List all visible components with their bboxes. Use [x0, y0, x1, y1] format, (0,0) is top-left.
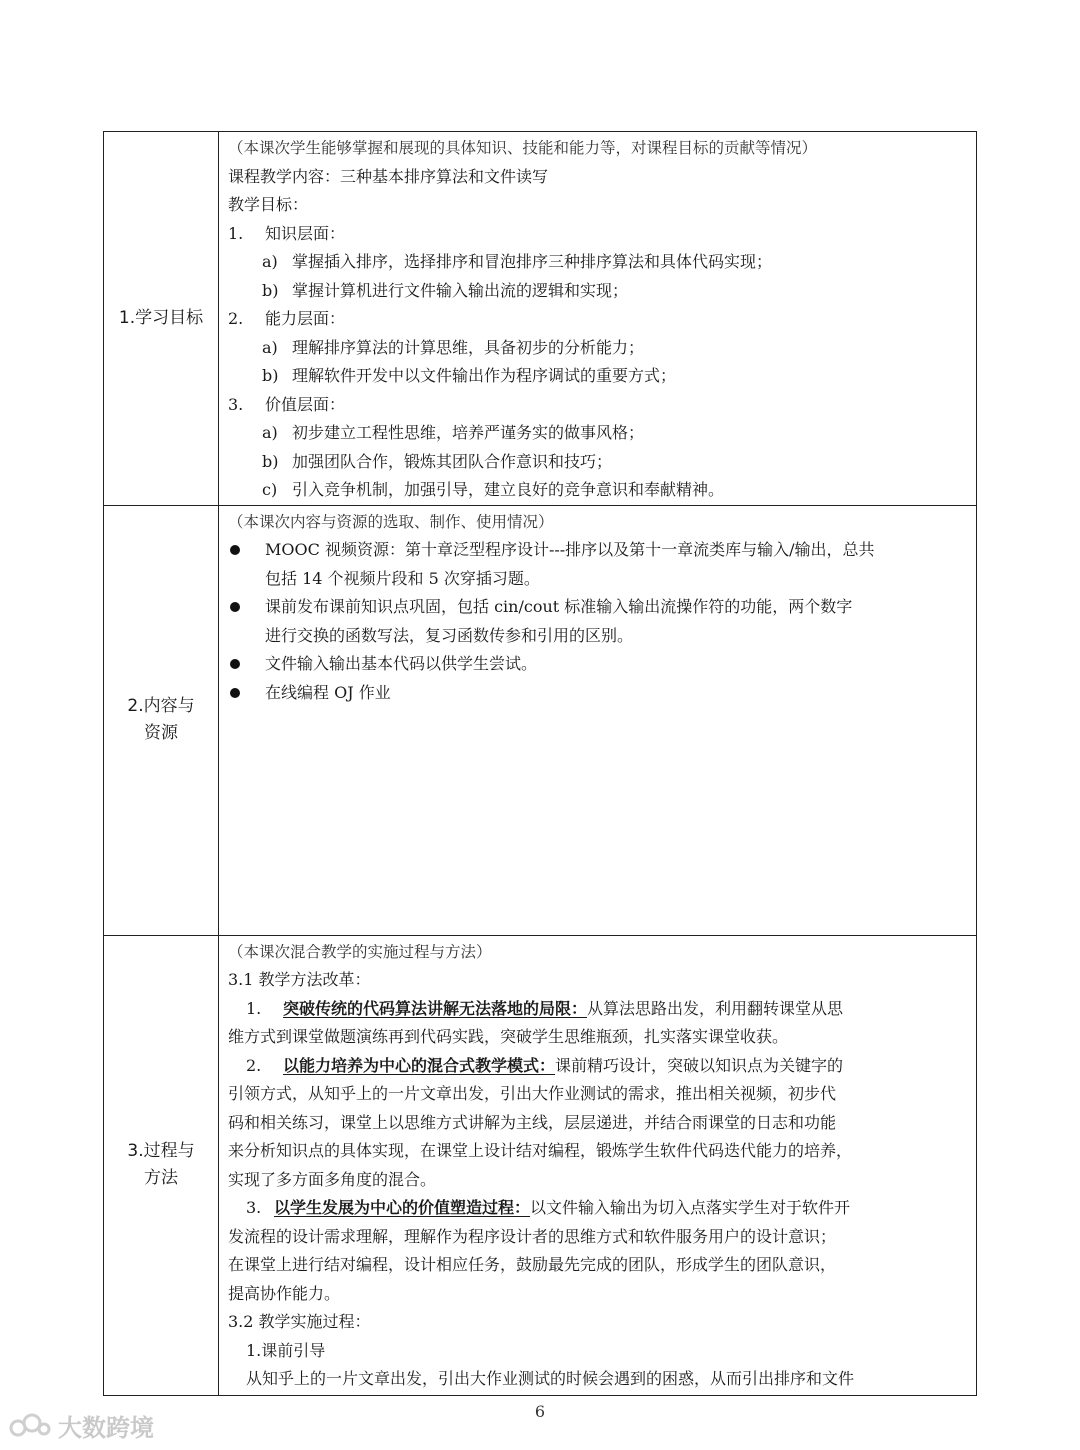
paragraph-continuation — [228, 1023, 968, 1052]
goal-item-text: 理解排序算法的计算思维，具备初步的分析能力； — [292, 337, 645, 357]
goal-item — [228, 362, 968, 391]
bullet-text: 课前发布课前知识点巩固，包括 cin/cout 标准输入输出流操作符的功能，两个数字 — [265, 597, 853, 616]
goal-item-text: 引入竞争机制，加强引导，建立良好的竞争意识和奉献精神。 — [292, 480, 725, 499]
paragraph-line: 发流程的设计需求理解，理解作为程序设计者的思维方式和软件服务用户的设计意识； — [228, 1226, 837, 1246]
bullet-text: MOOC 视频资源：第十章泛型程序设计---排序以及第十一章流类库与输入/输出，总共 — [265, 540, 875, 559]
goal-item-letter: b) — [262, 451, 279, 471]
resource-bullet-item — [228, 536, 968, 593]
watermark — [8, 1408, 154, 1443]
row-label-line1: 2.内容与 — [127, 696, 195, 716]
paragraph-emphasis: 以学生发展为中心的价值塑造过程： — [274, 1198, 531, 1217]
method-paragraph-2 — [228, 1052, 968, 1081]
paragraph-text: 从算法思路出发，利用翻转课堂从思 — [587, 998, 844, 1018]
goal-item-text: 初步建立工程性思维，培养严谨务实的做事风格； — [292, 423, 645, 442]
goal-heading — [228, 220, 968, 249]
paragraph-text: 以文件输入输出为切入点落实学生对于软件开 — [530, 1198, 851, 1217]
bullet-text: 在线编程 OJ 作业 — [265, 682, 391, 702]
watermark-text: 大数跨境 — [58, 1414, 154, 1442]
goal-item — [228, 277, 968, 306]
table-row-content-resources — [104, 505, 977, 935]
section-title: 3.1 教学方法改革： — [228, 970, 371, 989]
paragraph-number: 1. — [246, 998, 262, 1018]
goal-number: 3. — [228, 394, 244, 414]
section-title: 3.2 教学实施过程： — [228, 1312, 371, 1331]
row-label-line1: 3.过程与 — [127, 1141, 195, 1161]
row-label — [104, 132, 219, 506]
goal-heading-text: 知识层面： — [265, 223, 346, 243]
goal-item-letter: a) — [262, 252, 278, 271]
paragraph-emphasis: 突破传统的代码算法讲解无法落地的局限： — [283, 998, 588, 1018]
content-resources-content — [219, 505, 977, 935]
bullet-text: 文件输入输出基本代码以供学生尝试。 — [265, 654, 538, 673]
resource-bullet-item — [228, 650, 968, 679]
goal-item-letter: a) — [262, 423, 278, 442]
method-paragraph-3 — [228, 1194, 968, 1223]
section-note: （本课次内容与资源的选取、制作、使用情况） — [228, 512, 554, 531]
row-label-line2: 方法 — [144, 1168, 178, 1188]
goal-line: 教学目标： — [228, 195, 309, 214]
paragraph-line: 提高协作能力。 — [228, 1283, 341, 1303]
goal-item-text: 掌握计算机进行文件输入输出流的逻辑和实现； — [292, 280, 629, 300]
table-row-process-methods — [104, 935, 977, 1395]
resource-bullet-item — [228, 593, 968, 650]
goal-item-letter: b) — [262, 366, 279, 385]
learning-goals-content — [219, 132, 977, 506]
goal-item-letter: c) — [262, 480, 278, 499]
goal-item — [228, 476, 968, 505]
goal-number: 1. — [228, 223, 244, 243]
row-label — [104, 935, 219, 1395]
bullet-icon — [230, 545, 240, 555]
goal-item-text: 加强团队合作，锻炼其团队合作意识和技巧； — [292, 451, 613, 471]
resource-bullet-item — [228, 679, 968, 708]
paragraph-line: 维方式到课堂做题演练再到代码实践，突破学生思维瓶颈，扎实落实课堂收获。 — [228, 1027, 789, 1046]
bullet-text-cont: 包括 14 个视频片段和 5 次穿插习题。 — [265, 568, 540, 588]
bullet-icon — [230, 602, 240, 612]
paragraph-continuation — [228, 1080, 968, 1194]
goal-heading-text: 价值层面： — [265, 394, 346, 414]
goal-item-text: 掌握插入排序，选择排序和冒泡排序三种排序算法和具体代码实现； — [292, 252, 773, 271]
paragraph-number: 3. — [246, 1198, 262, 1217]
goal-number: 2. — [228, 309, 244, 328]
section-note: （本课次混合教学的实施过程与方法） — [228, 942, 492, 961]
paragraph-continuation — [228, 1223, 968, 1309]
bullet-icon — [230, 659, 240, 669]
row-label-text: 1.学习目标 — [118, 307, 204, 328]
paragraph-line: 在课堂上进行结对编程，设计相应任务，鼓励最先完成的团队，形成学生的团队意识， — [228, 1255, 837, 1274]
bullet-icon — [230, 688, 240, 698]
paragraph-text: 课前精巧设计，突破以知识点为关键字的 — [555, 1055, 844, 1075]
goal-line: 课程教学内容：三种基本排序算法和文件读写 — [228, 166, 549, 186]
section-note: （本课次学生能够掌握和展现的具体知识、技能和能力等，对课程目标的贡献等情况） — [228, 139, 818, 157]
goal-heading-text: 能力层面： — [265, 309, 346, 328]
bullet-text-cont: 进行交换的函数写法，复习函数传参和引用的区别。 — [265, 625, 634, 645]
watermark-logo-icon — [8, 1411, 52, 1441]
paragraph-line: 实现了多方面多角度的混合。 — [228, 1169, 437, 1189]
goal-item-letter: a) — [262, 337, 278, 357]
paragraph-emphasis: 以能力培养为中心的混合式教学模式： — [283, 1055, 556, 1075]
paragraph-line: 码和相关练习，课堂上以思维方式讲解为主线，层层递进，并结合雨课堂的日志和功能 — [228, 1112, 837, 1132]
process-methods-content — [219, 935, 977, 1395]
page-number: 6 — [534, 1402, 546, 1421]
paragraph-line: 引领方式，从知乎上的一片文章出发，引出大作业测试的需求，推出相关视频，初步代 — [228, 1084, 837, 1103]
goal-item — [228, 334, 968, 363]
resource-bullet-list — [228, 536, 968, 707]
goal-item — [228, 448, 968, 477]
lesson-plan-table — [103, 131, 977, 1396]
goal-heading — [228, 305, 968, 334]
goal-item — [228, 248, 968, 277]
row-label-line2: 资源 — [144, 723, 178, 743]
subsection-title: 1.课前引导 — [246, 1340, 326, 1360]
goal-heading — [228, 391, 968, 420]
goal-item — [228, 419, 968, 448]
goal-item-text: 理解软件开发中以文件输出作为程序调试的重要方式； — [292, 366, 677, 385]
table-row-learning-goals — [104, 132, 977, 506]
goal-item-letter: b) — [262, 280, 279, 300]
paragraph-number: 2. — [246, 1055, 262, 1075]
subsection-text: 从知乎上的一片文章出发，引出大作业测试的时候会遇到的困惑，从而引出排序和文件 — [246, 1369, 855, 1388]
method-paragraph-1 — [228, 995, 968, 1024]
paragraph-line: 来分析知识点的具体实现，在课堂上设计结对编程，锻炼学生软件代码迭代能力的培养， — [228, 1141, 853, 1160]
row-label — [104, 505, 219, 935]
